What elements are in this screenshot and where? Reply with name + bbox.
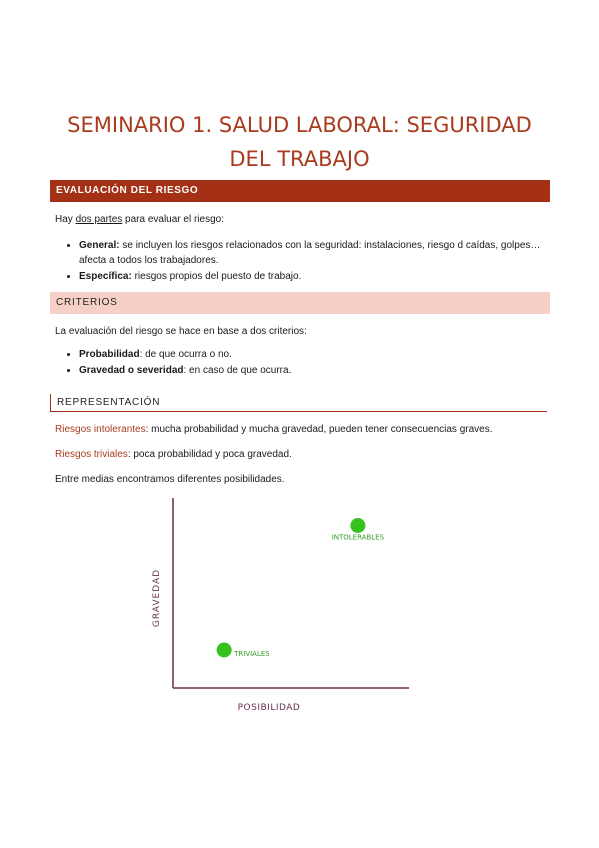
list-item-general: • General: se incluyen los riesgos relacionados con la seguridad: instalaciones, riesgo d caídas, golpes… afecta a todos los trabajadores.: [79, 238, 549, 268]
y-axis-label: GRAVEDAD: [152, 568, 162, 628]
section2-list: [55, 347, 549, 379]
intolerantes-paragraph: Riesgos intolerantes: mucha probabilidad y mucha gravedad, pueden tener consecuencias graves.: [55, 424, 493, 435]
x-axis-label: POSIBILIDAD: [237, 703, 301, 713]
point-label-intolerables: INTOLERABLES: [331, 533, 385, 542]
section1-intro: Hay dos partes para evaluar el riesgo:: [55, 214, 224, 225]
list-item-especifica: • Específica: riesgos propios del puesto de trabajo.: [79, 269, 549, 284]
point-intolerables: [350, 518, 365, 533]
section2-intro: La evaluación del riesgo se hace en base a dos criterios:: [55, 326, 307, 337]
entre-medias-paragraph: Entre medias encontramos diferentes posibilidades.: [55, 474, 285, 485]
section-heading-representacion: REPRESENTACIÓN: [50, 394, 547, 412]
triviales-paragraph: Riesgos triviales: poca probabilidad y poca gravedad.: [55, 449, 292, 460]
dos-partes-text: dos partes: [75, 214, 123, 225]
list-item-probabilidad: • Probabilidad: de que ocurra o no.: [79, 347, 549, 362]
point-triviales: [217, 643, 232, 658]
risk-graph: [145, 490, 435, 720]
section-heading-evaluacion: EVALUACIÓN DEL RIESGO: [50, 180, 550, 202]
section-heading-criterios: CRITERIOS: [50, 292, 550, 314]
point-label-triviales: TRIVIALES: [234, 650, 270, 658]
list-item-gravedad: • Gravedad o severidad: en caso de que ocurra.: [79, 363, 549, 378]
page-title: SEMINARIO 1. SALUD LABORAL: SEGURIDAD DEL TRABAJO: [67, 113, 532, 171]
section1-list: [55, 238, 549, 285]
